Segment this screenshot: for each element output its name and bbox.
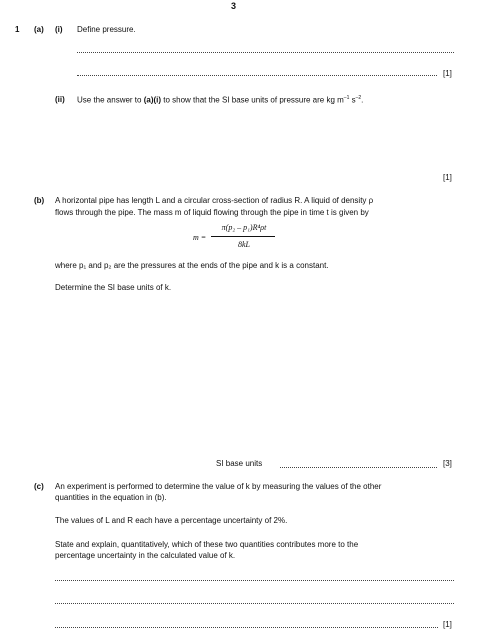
si-units-answer-line[interactable]: [280, 467, 437, 468]
mark-a-i: [1]: [443, 69, 452, 78]
part-a-ii-text: [77, 95, 363, 105]
answer-line-a-i-1[interactable]: [77, 52, 454, 53]
part-b-label: (b): [34, 196, 45, 205]
uncertainty-text: The values of L and R each have a percentage uncertainty of 2%.: [55, 516, 288, 525]
define-pressure-text: Define pressure.: [77, 25, 136, 34]
where-text: where p₁ and p₂ are the pressures at the ends of the pipe and k is a constant.: [55, 261, 329, 270]
a-ii-text-post: to show that the SI base units of pressure are kg m: [161, 95, 344, 105]
state-explain-line1: State and explain, quantitatively, which of these two quantities contributes more to the: [55, 540, 359, 549]
mark-a-ii: [1]: [443, 173, 452, 182]
part-c-line2: quantities in the equation in (b).: [55, 493, 167, 502]
si-base-units-label: SI base units: [216, 459, 263, 468]
part-c-label: (c): [34, 482, 44, 491]
part-b-line1: A horizontal pipe has length L and a circular cross-section of radius R. A liquid of density ρ: [55, 196, 374, 205]
part-a-label: (a): [34, 25, 44, 34]
answer-line-c-2[interactable]: [55, 603, 454, 604]
a-ii-mid: s: [349, 95, 356, 105]
state-explain-line2: percentage uncertainty in the calculated value of k.: [55, 551, 236, 560]
page-number: 3: [231, 1, 237, 11]
a-ii-end: .: [361, 95, 364, 105]
a-ii-text-pre: Use the answer to: [77, 95, 144, 105]
equation-denominator: 8kL: [238, 240, 250, 249]
part-c-line1: An experiment is performed to determine the value of k by measuring the values of the other: [55, 482, 382, 491]
fraction-bar: [211, 236, 275, 237]
a-ii-exp2: –2: [355, 95, 362, 101]
subpart-i-label: (i): [55, 25, 63, 34]
determine-text: Determine the SI base units of k.: [55, 283, 172, 292]
mark-c: [1]: [443, 620, 452, 629]
a-ii-reference: (a)(i): [143, 95, 162, 105]
answer-line-a-i-2[interactable]: [77, 75, 437, 76]
mark-b: [3]: [443, 459, 452, 468]
subpart-ii-label: (ii): [55, 95, 65, 104]
part-b-line2: flows through the pipe. The mass m of liquid flowing through the pipe in time t is given by: [55, 208, 369, 217]
question-number: 1: [15, 25, 20, 34]
equation-numerator: π(p₂ – p₁)R⁴ρt: [221, 223, 267, 232]
equation-lhs: m =: [193, 233, 207, 242]
answer-line-c-1[interactable]: [55, 580, 454, 581]
answer-line-c-3[interactable]: [55, 627, 438, 628]
a-ii-exp1: –1: [343, 95, 350, 101]
